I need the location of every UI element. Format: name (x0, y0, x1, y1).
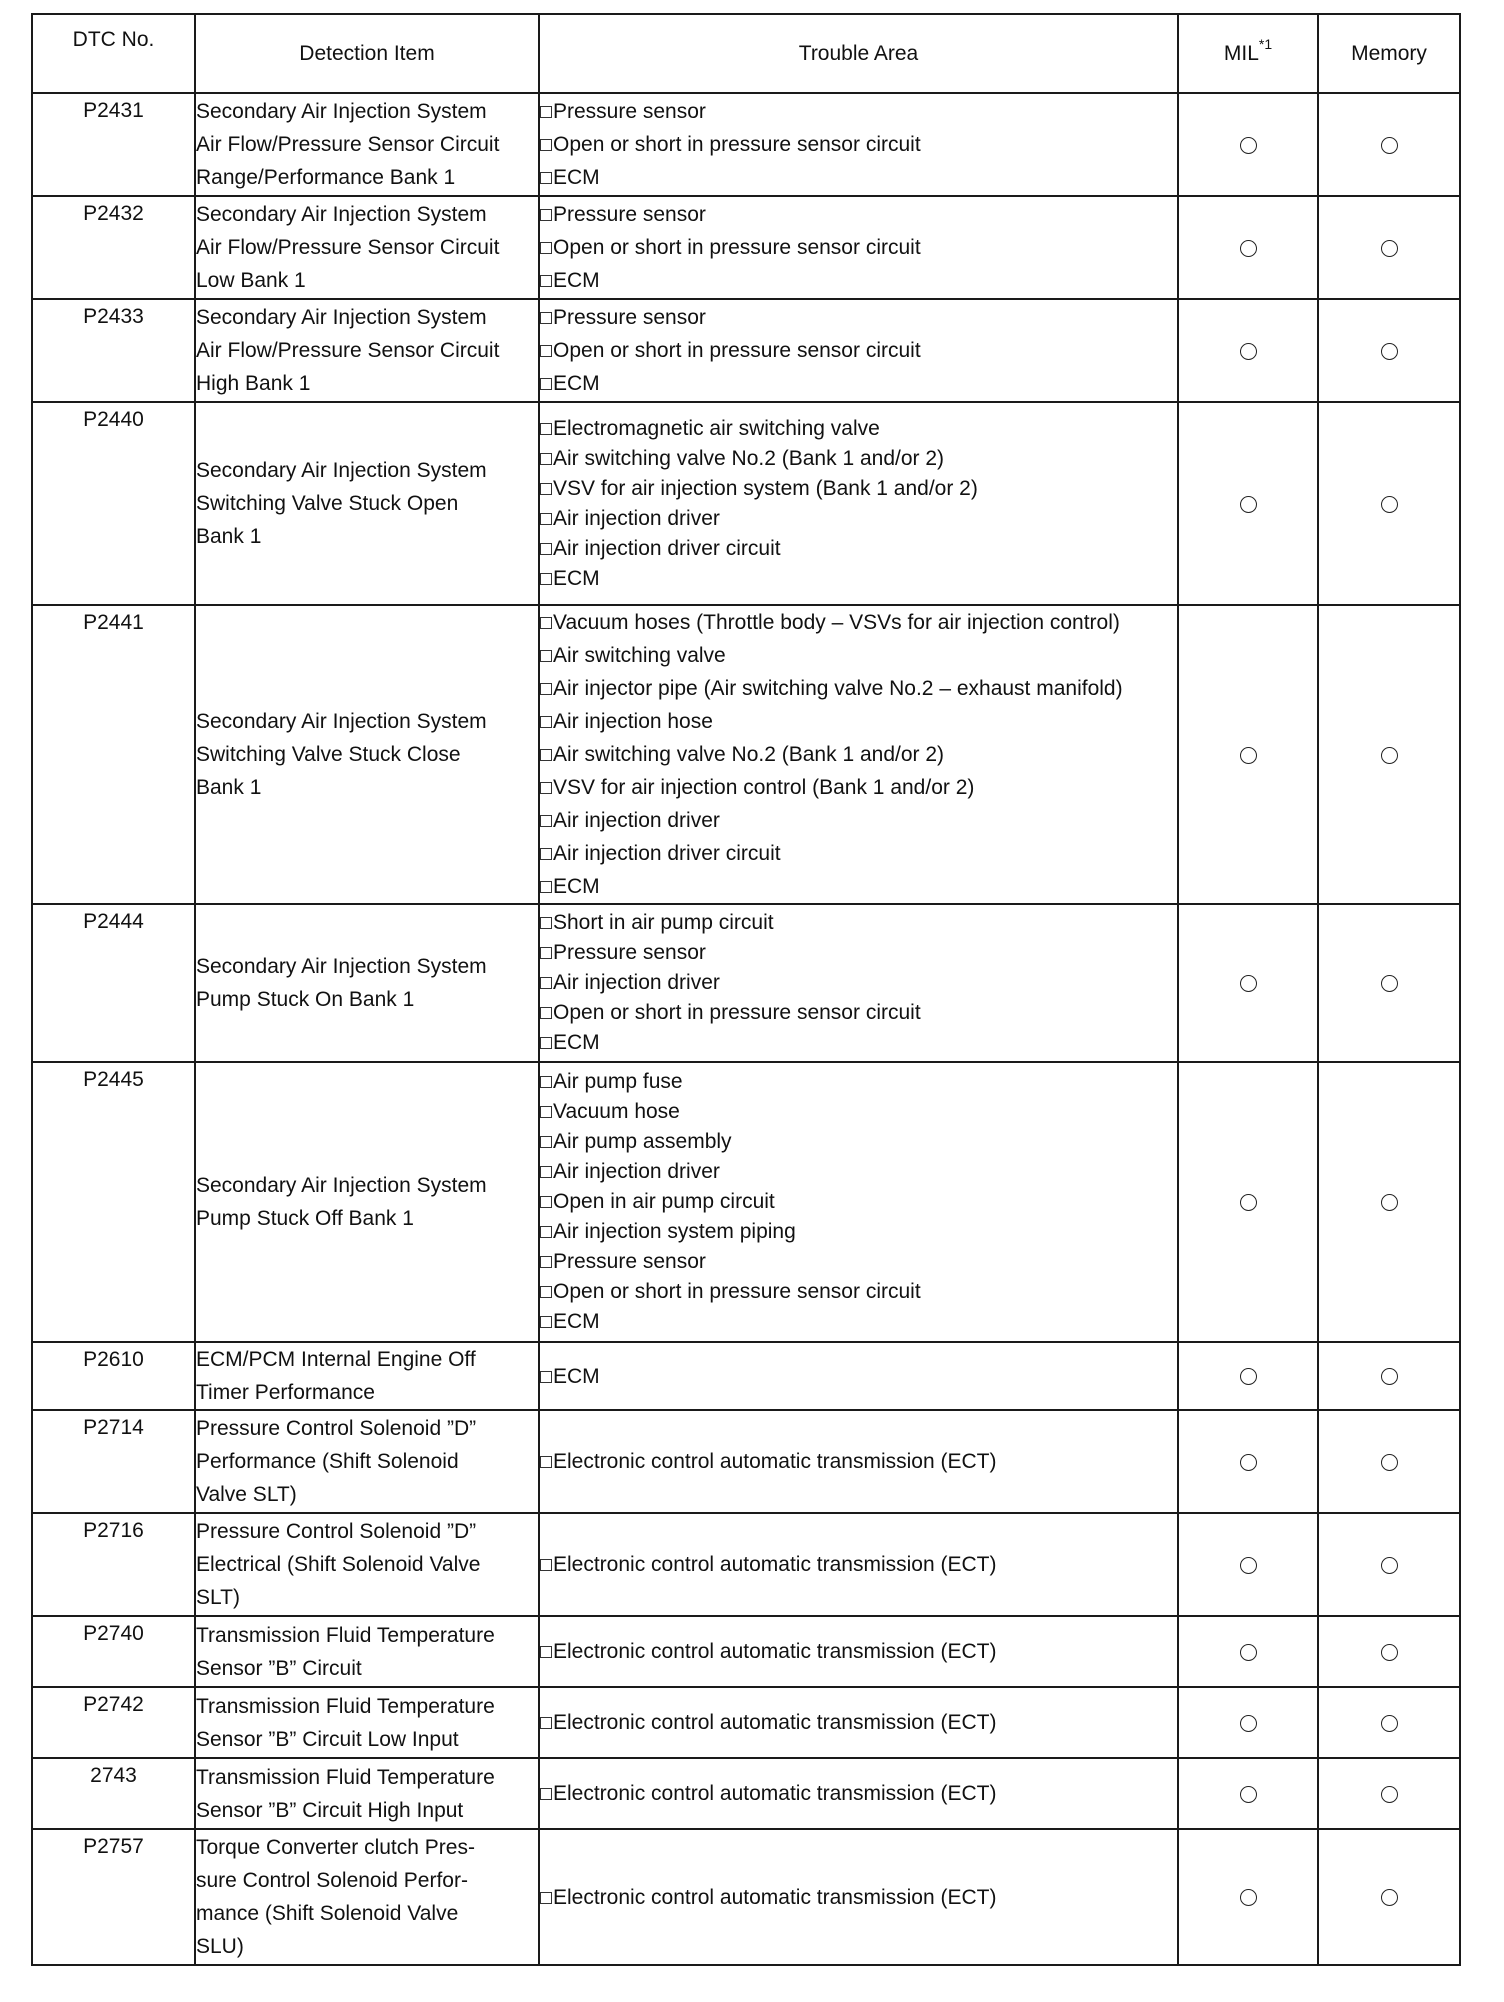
dtc-code: 2743 (32, 1758, 195, 1829)
detection-item-line: Pressure Control Solenoid ”D” (196, 1520, 477, 1543)
trouble-area-item: Vacuum hose (540, 1097, 1177, 1127)
detection-item-line: Sensor ”B” Circuit Low Input (196, 1727, 459, 1751)
mil-cell (1178, 1758, 1318, 1829)
trouble-area-item: ECM (540, 367, 1177, 400)
trouble-area-cell (539, 1616, 1178, 1687)
detection-item-cell (195, 1513, 539, 1616)
trouble-area-item: Air switching valve No.2 (Bank 1 and/or 2) (540, 738, 1177, 771)
trouble-area-cell (539, 1062, 1178, 1342)
trouble-area-item: Open or short in pressure sensor circuit (540, 231, 1177, 264)
table-row (32, 1616, 1460, 1687)
memory-on-circle-icon (1381, 1368, 1398, 1385)
dtc-code: P2433 (32, 299, 195, 402)
mil-cell (1178, 93, 1318, 196)
table-row (32, 402, 1460, 605)
dtc-code: P2440 (32, 402, 195, 605)
trouble-area-item: Pressure sensor (540, 1247, 1177, 1277)
detection-item-line: SLT) (196, 1586, 240, 1609)
trouble-area-item: Open or short in pressure sensor circuit (540, 128, 1177, 161)
trouble-area-item: Electronic control automatic transmission (ECT) (540, 1548, 1177, 1581)
mil-cell (1178, 1062, 1318, 1342)
detection-item-line: High Bank 1 (196, 372, 311, 395)
mil-cell (1178, 299, 1318, 402)
detection-item-line: Pump Stuck Off Bank 1 (196, 1207, 414, 1230)
detection-item-line: Air Flow/Pressure Sensor Circuit (196, 236, 500, 259)
trouble-area-cell (539, 1342, 1178, 1410)
detection-item-line: Pressure Control Solenoid ”D” (196, 1417, 477, 1440)
detection-item-cell (195, 1062, 539, 1342)
detection-item-cell (195, 1410, 539, 1513)
mil-on-circle-icon (1240, 747, 1257, 764)
detection-item-line: Transmission Fluid Temperature (196, 1694, 495, 1718)
detection-item-line: Secondary Air Injection System (196, 306, 487, 329)
trouble-area-item: Air injection driver (540, 968, 1177, 998)
memory-cell (1318, 196, 1460, 299)
detection-item-line: Sensor ”B” Circuit (196, 1656, 362, 1680)
trouble-area-cell (539, 1758, 1178, 1829)
mil-on-circle-icon (1240, 1644, 1257, 1661)
detection-item-cell (195, 1342, 539, 1410)
dtc-code: P2740 (32, 1616, 195, 1687)
trouble-area-item: Air injection driver circuit (540, 534, 1177, 564)
trouble-area-item: Pressure sensor (540, 95, 1177, 128)
detection-item-line: Torque Converter clutch Pres- (196, 1836, 475, 1859)
header-mil (1178, 14, 1318, 93)
dtc-code: P2444 (32, 904, 195, 1062)
memory-cell (1318, 1829, 1460, 1965)
dtc-table (31, 13, 1461, 1966)
memory-on-circle-icon (1381, 1557, 1398, 1574)
dtc-code: P2714 (32, 1410, 195, 1513)
table-row (32, 1062, 1460, 1342)
table-row (32, 1342, 1460, 1410)
mil-on-circle-icon (1240, 1557, 1257, 1574)
detection-item-line: Timer Performance (196, 1381, 375, 1404)
trouble-area-item: ECM (540, 161, 1177, 194)
detection-item-line: Pump Stuck On Bank 1 (196, 988, 415, 1011)
trouble-area-item: Air switching valve (540, 639, 1177, 672)
table-row (32, 904, 1460, 1062)
detection-item-line: sure Control Solenoid Perfor- (196, 1869, 468, 1892)
trouble-area-item: Air pump assembly (540, 1127, 1177, 1157)
detection-item-line: Secondary Air Injection System (196, 1174, 487, 1197)
memory-cell (1318, 605, 1460, 904)
mil-cell (1178, 1513, 1318, 1616)
dtc-code: P2716 (32, 1513, 195, 1616)
trouble-area-cell (539, 402, 1178, 605)
mil-on-circle-icon (1240, 975, 1257, 992)
detection-item-cell (195, 1829, 539, 1965)
mil-cell (1178, 605, 1318, 904)
memory-cell (1318, 1410, 1460, 1513)
detection-item-cell (195, 605, 539, 904)
trouble-area-cell (539, 299, 1178, 402)
mil-cell (1178, 402, 1318, 605)
trouble-area-item: VSV for air injection system (Bank 1 and/or 2) (540, 474, 1177, 504)
memory-cell (1318, 1513, 1460, 1616)
dtc-code: P2757 (32, 1829, 195, 1965)
trouble-area-item: ECM (540, 870, 1177, 903)
detection-item-line: Valve SLT) (196, 1483, 297, 1506)
memory-on-circle-icon (1381, 343, 1398, 360)
trouble-area-item: Electronic control automatic transmission (ECT) (540, 1706, 1177, 1739)
detection-item-line: Transmission Fluid Temperature (196, 1623, 495, 1647)
memory-on-circle-icon (1381, 1454, 1398, 1471)
trouble-area-item: Short in air pump circuit (540, 908, 1177, 938)
mil-on-circle-icon (1240, 1454, 1257, 1471)
mil-on-circle-icon (1240, 1194, 1257, 1211)
header-detection-item: Detection Item (195, 14, 539, 93)
memory-on-circle-icon (1381, 1194, 1398, 1211)
memory-cell (1318, 1616, 1460, 1687)
trouble-area-cell (539, 605, 1178, 904)
memory-cell (1318, 299, 1460, 402)
detection-item-line: Range/Performance Bank 1 (196, 166, 456, 189)
trouble-area-item: Air injection system piping (540, 1217, 1177, 1247)
header-trouble-area: Trouble Area (539, 14, 1178, 93)
mil-cell (1178, 1829, 1318, 1965)
trouble-area-item: Air injector pipe (Air switching valve No.2 – exhaust manifold) (540, 672, 1177, 705)
detection-item-cell (195, 402, 539, 605)
detection-item-line: Low Bank 1 (196, 269, 306, 292)
detection-item-line: Secondary Air Injection System (196, 459, 487, 482)
trouble-area-cell (539, 904, 1178, 1062)
memory-on-circle-icon (1381, 1644, 1398, 1661)
trouble-area-item: ECM (540, 1360, 1177, 1393)
table-row (32, 1410, 1460, 1513)
table-row (32, 1513, 1460, 1616)
memory-on-circle-icon (1381, 240, 1398, 257)
memory-on-circle-icon (1381, 1786, 1398, 1803)
mil-cell (1178, 904, 1318, 1062)
detection-item-cell (195, 1687, 539, 1758)
mil-cell (1178, 1410, 1318, 1513)
mil-on-circle-icon (1240, 240, 1257, 257)
dtc-table-body (32, 93, 1460, 1965)
memory-cell (1318, 1758, 1460, 1829)
memory-cell (1318, 1342, 1460, 1410)
trouble-area-item: Electronic control automatic transmission (ECT) (540, 1445, 1177, 1478)
dtc-code: P2431 (32, 93, 195, 196)
header-dtc-no: DTC No. (32, 14, 195, 93)
detection-item-cell (195, 93, 539, 196)
detection-item-line: Transmission Fluid Temperature (196, 1765, 495, 1789)
trouble-area-item: Air pump fuse (540, 1067, 1177, 1097)
trouble-area-item: ECM (540, 1307, 1177, 1337)
detection-item-line: Secondary Air Injection System (196, 203, 487, 226)
detection-item-line: Bank 1 (196, 776, 262, 799)
detection-item-cell (195, 299, 539, 402)
trouble-area-cell (539, 196, 1178, 299)
memory-cell (1318, 1062, 1460, 1342)
mil-cell (1178, 1687, 1318, 1758)
trouble-area-item: Open or short in pressure sensor circuit (540, 998, 1177, 1028)
memory-on-circle-icon (1381, 747, 1398, 764)
header-row (32, 14, 1460, 93)
dtc-code: P2432 (32, 196, 195, 299)
trouble-area-item: ECM (540, 264, 1177, 297)
table-row (32, 1758, 1460, 1829)
detection-item-line: Secondary Air Injection System (196, 955, 487, 978)
detection-item-line: Switching Valve Stuck Open (196, 492, 459, 515)
memory-on-circle-icon (1381, 137, 1398, 154)
trouble-area-item: Pressure sensor (540, 938, 1177, 968)
detection-item-line: Sensor ”B” Circuit High Input (196, 1798, 464, 1822)
detection-item-line: Secondary Air Injection System (196, 710, 487, 733)
header-memory: Memory (1318, 14, 1460, 93)
detection-item-line: ECM/PCM Internal Engine Off (196, 1348, 476, 1371)
trouble-area-item: ECM (540, 1028, 1177, 1058)
detection-item-line: Secondary Air Injection System (196, 100, 487, 123)
detection-item-line: Switching Valve Stuck Close (196, 743, 461, 766)
trouble-area-item: Open or short in pressure sensor circuit (540, 334, 1177, 367)
trouble-area-item: Open or short in pressure sensor circuit (540, 1277, 1177, 1307)
trouble-area-item: Electronic control automatic transmission (ECT) (540, 1635, 1177, 1668)
mil-cell (1178, 196, 1318, 299)
memory-cell (1318, 93, 1460, 196)
trouble-area-cell (539, 1687, 1178, 1758)
table-row (32, 1687, 1460, 1758)
table-row (32, 196, 1460, 299)
dtc-code: P2441 (32, 605, 195, 904)
detection-item-line: SLU) (196, 1935, 244, 1958)
trouble-area-item: Open in air pump circuit (540, 1187, 1177, 1217)
trouble-area-item: Pressure sensor (540, 198, 1177, 231)
detection-item-line: Air Flow/Pressure Sensor Circuit (196, 339, 500, 362)
detection-item-line: Air Flow/Pressure Sensor Circuit (196, 133, 500, 156)
trouble-area-item: Air injection driver (540, 504, 1177, 534)
mil-on-circle-icon (1240, 496, 1257, 513)
dtc-code: P2742 (32, 1687, 195, 1758)
detection-item-line: Performance (Shift Solenoid (196, 1450, 459, 1473)
trouble-area-item: Air injection driver (540, 804, 1177, 837)
memory-on-circle-icon (1381, 496, 1398, 513)
trouble-area-item: Air injection hose (540, 705, 1177, 738)
memory-on-circle-icon (1381, 1889, 1398, 1906)
dtc-code: P2610 (32, 1342, 195, 1410)
table-row (32, 93, 1460, 196)
trouble-area-item: Air injection driver (540, 1157, 1177, 1187)
mil-on-circle-icon (1240, 1889, 1257, 1906)
trouble-area-item: VSV for air injection control (Bank 1 and/or 2) (540, 771, 1177, 804)
mil-cell (1178, 1342, 1318, 1410)
memory-on-circle-icon (1381, 1715, 1398, 1732)
memory-on-circle-icon (1381, 975, 1398, 992)
trouble-area-item: Air switching valve No.2 (Bank 1 and/or 2) (540, 444, 1177, 474)
mil-cell (1178, 1616, 1318, 1687)
detection-item-cell (195, 1616, 539, 1687)
trouble-area-item: Air injection driver circuit (540, 837, 1177, 870)
mil-on-circle-icon (1240, 137, 1257, 154)
trouble-area-item: Electronic control automatic transmission (ECT) (540, 1777, 1177, 1810)
mil-on-circle-icon (1240, 1368, 1257, 1385)
trouble-area-item: ECM (540, 564, 1177, 594)
table-row (32, 605, 1460, 904)
trouble-area-cell (539, 1410, 1178, 1513)
header-mil-label: MIL (1223, 42, 1259, 65)
memory-cell (1318, 402, 1460, 605)
trouble-area-cell (539, 1513, 1178, 1616)
detection-item-cell (195, 196, 539, 299)
mil-on-circle-icon (1240, 1786, 1257, 1803)
table-row (32, 299, 1460, 402)
detection-item-cell (195, 1758, 539, 1829)
trouble-area-item: Electromagnetic air switching valve (540, 414, 1177, 444)
trouble-area-item: Pressure sensor (540, 301, 1177, 334)
detection-item-cell (195, 904, 539, 1062)
mil-on-circle-icon (1240, 1715, 1257, 1732)
header-mil-footnote: *1 (1258, 36, 1273, 52)
trouble-area-cell (539, 93, 1178, 196)
detection-item-line: Electrical (Shift Solenoid Valve (196, 1553, 481, 1576)
dtc-code: P2445 (32, 1062, 195, 1342)
trouble-area-item: Electronic control automatic transmission (ECT) (540, 1881, 1177, 1914)
memory-cell (1318, 1687, 1460, 1758)
memory-cell (1318, 904, 1460, 1062)
detection-item-line: Bank 1 (196, 525, 262, 548)
table-row (32, 1829, 1460, 1965)
trouble-area-cell (539, 1829, 1178, 1965)
trouble-area-item: Vacuum hoses (Throttle body – VSVs for air injection control) (540, 606, 1177, 639)
mil-on-circle-icon (1240, 343, 1257, 360)
detection-item-line: mance (Shift Solenoid Valve (196, 1902, 459, 1925)
